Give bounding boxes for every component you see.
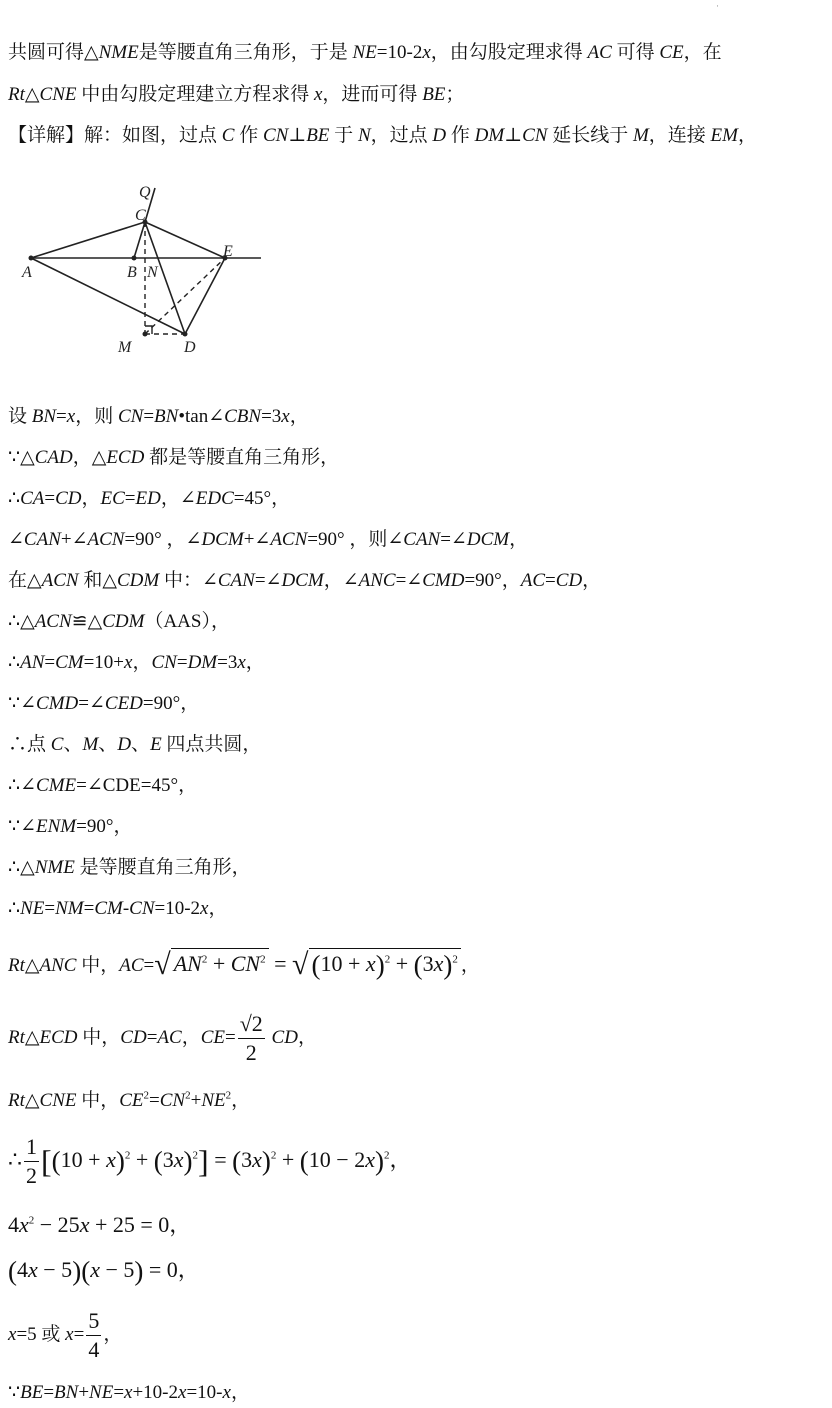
label-q: Q [139, 184, 151, 201]
step-10: ∴∠CME=∠CDE=45°， [8, 775, 198, 796]
step-1: 设 BN=x，则 CN=BN•tan∠CBN=3x， [8, 406, 309, 427]
segment-cb [134, 222, 145, 258]
intro-line-1: 共圆可得△NME是等腰直角三角形，于是 NE=10-2x，由勾股定理求得 AC 可得 CE，在 [8, 42, 722, 63]
label-c: C [135, 207, 146, 224]
equation-factored: (4x − 5)(x − 5) = 0， [8, 1256, 200, 1286]
fraction-five-quarters: $\frac{5}{4}$ [88, 1308, 100, 1363]
equation-solutions: x=5 或 x= $\frac{5}{4}$ ， [8, 1308, 123, 1363]
equation-main: ∴ $\frac{1}{2}$ $[(10 + x)^2 + (3x)^2] = (3x)^2 + (10 - 2x)^2$， [8, 1134, 412, 1189]
step-13: ∴NE=NM=CM-CN=10-2x， [8, 898, 228, 919]
step-7: ∴AN=CM=10+x，CN=DM=3x， [8, 652, 265, 673]
step-12: ∴△NME 是等腰直角三角形， [8, 857, 251, 878]
step-5: 在△ACN 和△CDM 中：∠CAN=∠DCM，∠ANC=∠CMD=90°，AC=CD， [8, 570, 602, 591]
step-9: ∴点 C、M、D、E 四点共圆， [8, 734, 262, 755]
step-6: ∴△ACN≌△CDM（AAS）， [8, 611, 230, 632]
top-mark: · [716, 1, 719, 11]
point-b [132, 256, 137, 261]
fraction-half: $\frac{1}{2}$ [26, 1134, 37, 1189]
equation-ce: Rt△ECD 中，CD=AC，CE= $\frac{√2}{2}$ CD， [8, 1011, 317, 1066]
step-11: ∵∠ENM=90°， [8, 816, 133, 837]
step-8: ∵∠CMD=∠CED=90°， [8, 693, 200, 714]
label-d: D [184, 339, 196, 356]
label-n: N [147, 264, 158, 281]
equation-pythagoras: Rt△CNE 中，$CE^2=CN^2+NE^2$， [8, 1089, 251, 1111]
label-e: E [223, 243, 233, 260]
label-m: M [118, 339, 132, 356]
point-m [143, 332, 148, 337]
label-b: B [127, 264, 137, 281]
solution-header: 【详解】解：如图，过点 C 作 CN⊥BE 于 N，过点 D 作 DM⊥CN 延长线于 M，连接 EM， [8, 125, 757, 146]
segment-ed [185, 258, 225, 334]
segment-ce [145, 222, 225, 258]
step-2: ∵△CAD，△ECD 都是等腰直角三角形， [8, 447, 340, 468]
equation-quadratic: $4x^2 - 25x + 25 = 0$， [8, 1212, 192, 1237]
fraction-sqrt2-over-2: $\frac{√2}{2}$ [239, 1011, 263, 1066]
equation-be: ∵BE=BN+NE=x+10-2x=10-x， [8, 1382, 250, 1403]
point-d [183, 332, 188, 337]
segment-ac [31, 222, 145, 258]
equation-ac: Rt△ANC 中，AC=√ $AN^2 + CN^2$ = √ $(10 + x)^2 + (3x)^2$ ， [8, 948, 480, 981]
point-a [29, 256, 34, 261]
intro-line-2: Rt△CNE 中由勾股定理建立方程求得 x，进而可得 BE； [8, 84, 465, 105]
step-4: ∠CAN+∠ACN=90° ，∠DCM+∠ACN=90° ，则∠CAN=∠DCM， [8, 529, 529, 550]
label-a: A [22, 264, 32, 281]
step-3: ∴CA=CD，EC=ED，∠EDC=45°， [8, 488, 291, 509]
geometry-figure [18, 180, 268, 360]
